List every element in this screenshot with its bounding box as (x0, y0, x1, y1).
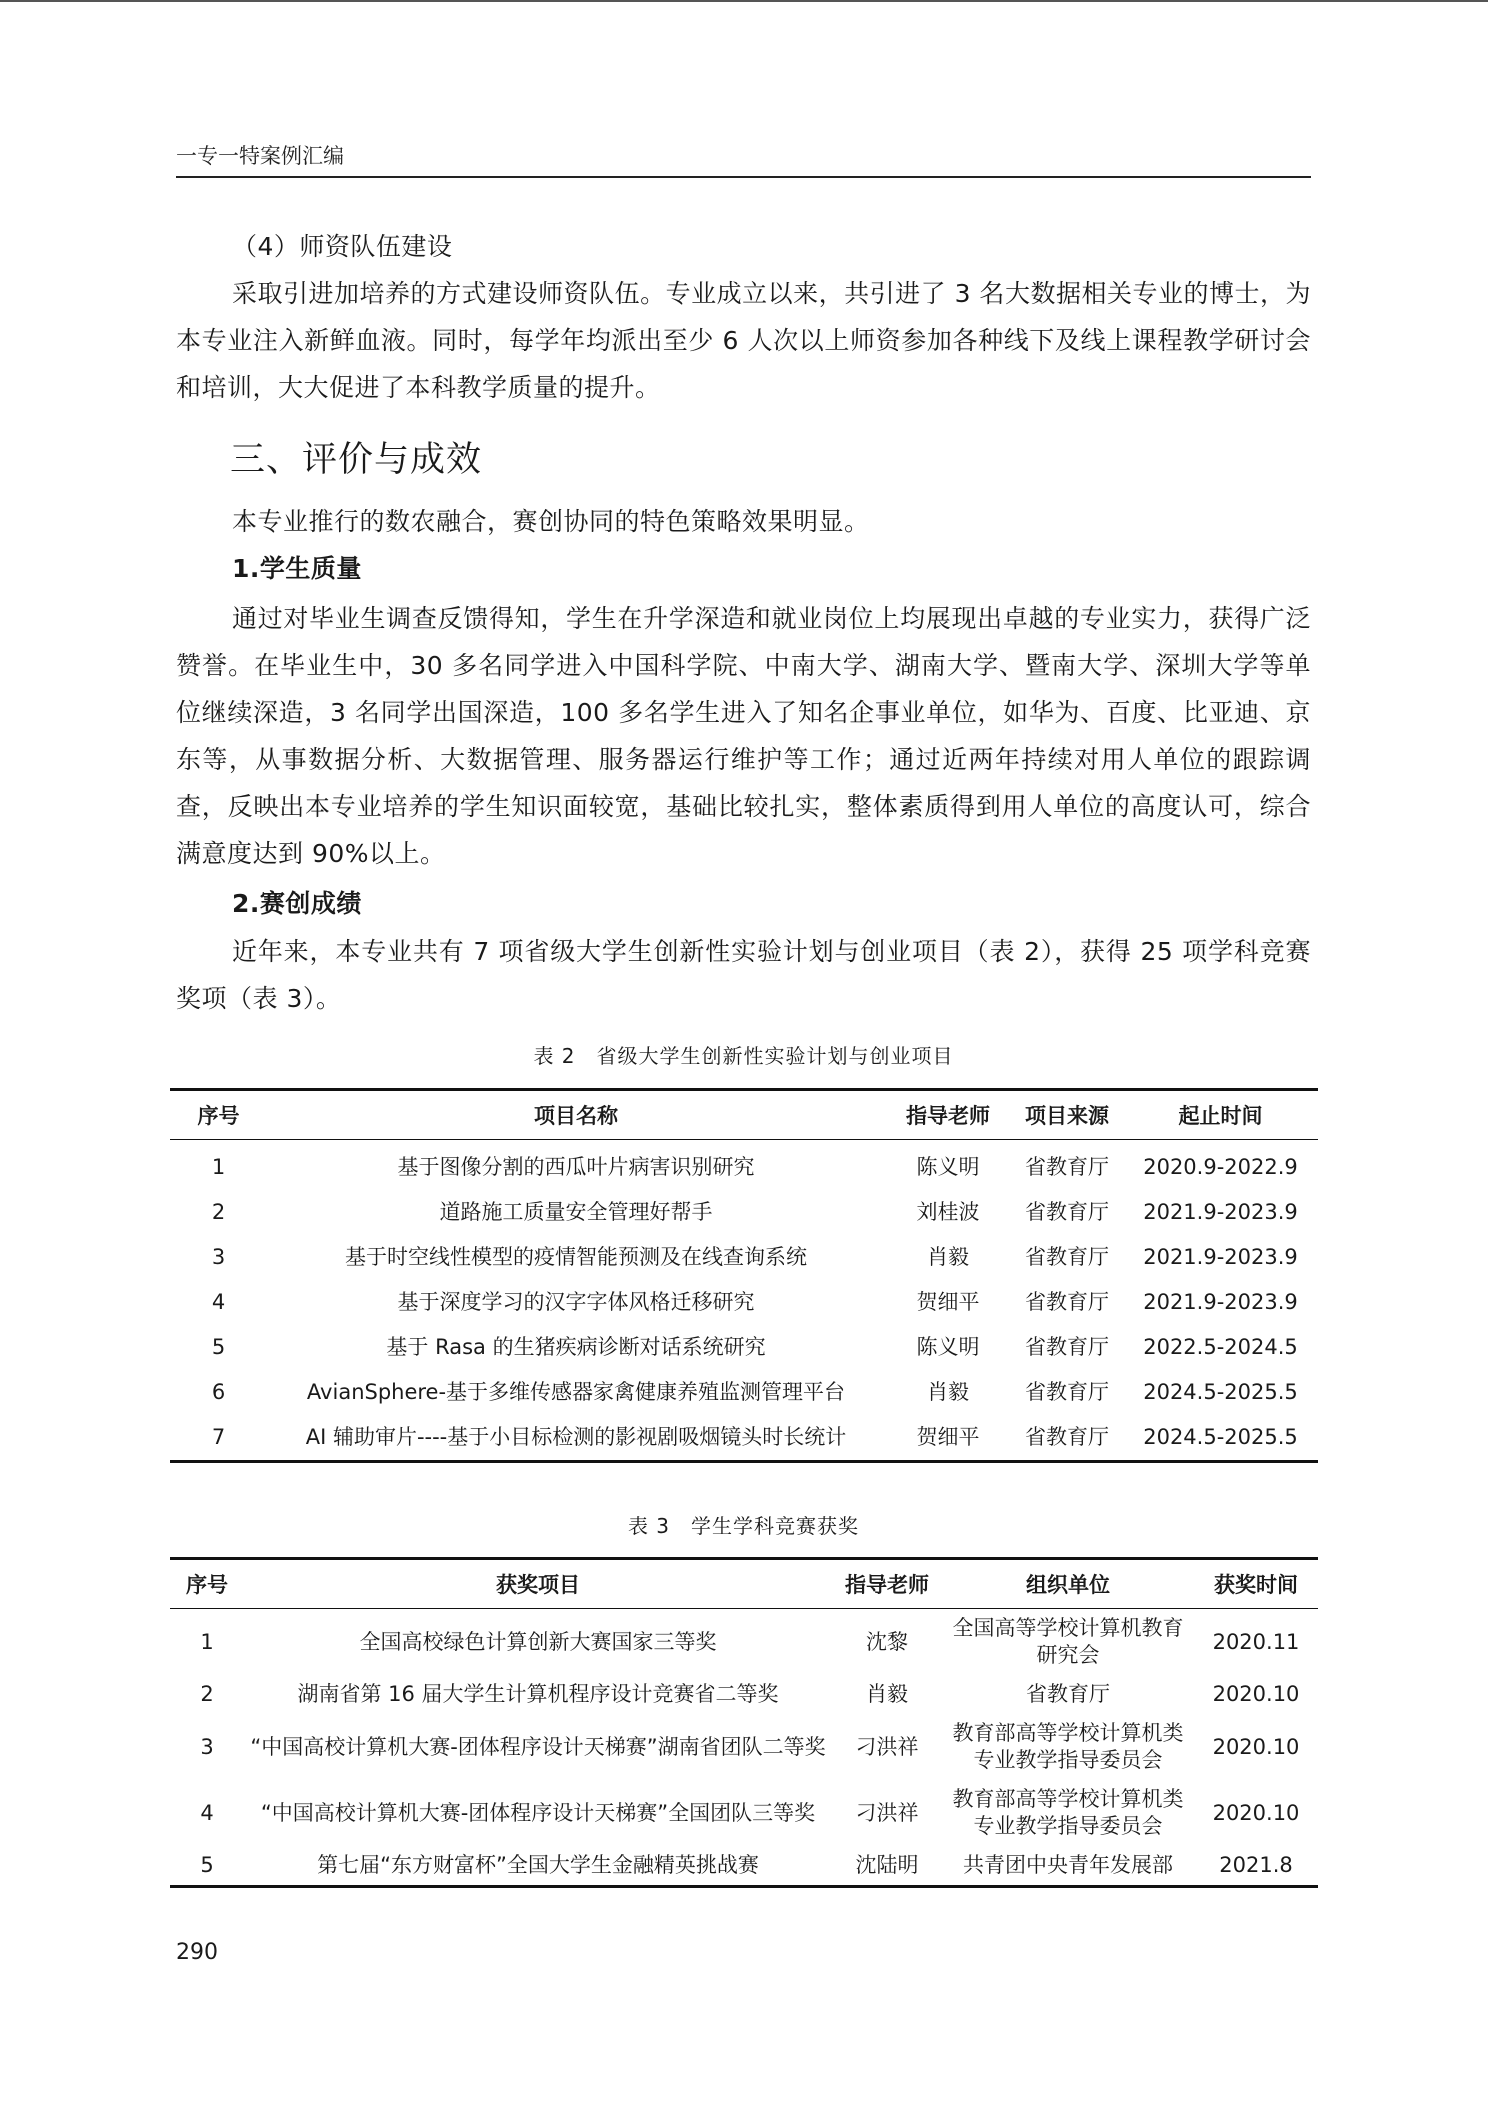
table-cell: 7 (211, 1425, 226, 1449)
table-cell: 贺细平 (916, 1290, 980, 1314)
table-cell: 2020.10 (1212, 1682, 1300, 1706)
teachers-paragraph: 采取引进加培养的方式建设师资队伍。专业成立以来，共引进了 3 名大数据相关专业的博士，为本专业注入新鲜血液。同时，每学年均派出至少 6 人次以上师资参加各种线下及线上课程教学研讨会和培训，大大促进了本科教学质量的提升。 (176, 279, 1311, 402)
table2-header-cell: 项目名称 (267, 1090, 885, 1140)
table-cell: 肖毅 (927, 1380, 969, 1404)
table3-header-row (170, 1559, 1318, 1609)
table-cell: 刁洪祥 (855, 1734, 919, 1759)
table-cell: 4 (211, 1290, 226, 1314)
table-cell: 省教育厅 (1025, 1245, 1109, 1269)
table3 (170, 1557, 1318, 1888)
table-cell: 6 (211, 1380, 226, 1404)
table-cell: 教育部高等学校计算机类专业教学指导委员会 (952, 1787, 1184, 1838)
table3-header-cell: 序号 (170, 1559, 244, 1609)
table-row (170, 1415, 1318, 1462)
competition-paragraph: 近年来，本专业共有 7 项省级大学生创新性实验计划与创业项目（表 2），获得 25 项学科竞赛奖项（表 3）。 (176, 937, 1311, 1013)
table-cell: AvianSphere-基于多维传感器家禽健康养殖监测管理平台 (306, 1380, 846, 1404)
table-cell: 3 (211, 1245, 226, 1269)
student-quality-heading: 1.学生质量 (232, 554, 362, 583)
teachers-heading: （4）师资队伍建设 (232, 232, 453, 261)
page-number: 290 (176, 1940, 218, 1965)
table-row (170, 1190, 1318, 1235)
table-row (170, 1780, 1318, 1846)
table-row (170, 1609, 1318, 1676)
table-cell: 刘桂波 (916, 1200, 980, 1224)
table-row (170, 1370, 1318, 1415)
table-row (170, 1714, 1318, 1780)
table-row (170, 1846, 1318, 1887)
table-cell: “中国高校计算机大赛-团体程序设计天梯赛”全国团队三等奖 (260, 1800, 816, 1825)
table-cell: 基于 Rasa 的生猪疾病诊断对话系统研究 (386, 1335, 766, 1359)
table-cell: 基于时空线性模型的疫情智能预测及在线查询系统 (345, 1245, 807, 1269)
top-rule (0, 0, 1488, 2)
table3-body (170, 1609, 1318, 1887)
table2-body (170, 1140, 1318, 1462)
table-cell: AI 辅助审片----基于小目标检测的影视剧吸烟镜头时长统计 (305, 1425, 847, 1449)
table-cell: 5 (211, 1335, 226, 1359)
table2 (170, 1088, 1318, 1463)
table-cell: 第七届“东方财富杯”全国大学生金融精英挑战赛 (317, 1853, 759, 1877)
table-cell: 省教育厅 (1025, 1380, 1109, 1404)
table-cell: “中国高校计算机大赛-团体程序设计天梯赛”湖南省团队二等奖 (250, 1734, 826, 1759)
table-row (170, 1675, 1318, 1714)
table3-header-cell: 组织单位 (942, 1559, 1194, 1609)
table-cell: 教育部高等学校计算机类专业教学指导委员会 (952, 1721, 1184, 1772)
competition-heading: 2.赛创成绩 (232, 889, 362, 918)
table2-header-cell: 项目来源 (1011, 1090, 1123, 1140)
table-cell: 2021.9-2023.9 (1143, 1290, 1298, 1314)
table-cell: 2020.11 (1212, 1629, 1300, 1654)
table3-header-cell: 获奖时间 (1194, 1559, 1318, 1609)
table3-caption: 表 3 学生学科竞赛获奖 (627, 1514, 860, 1538)
table3-header-cell: 指导老师 (832, 1559, 942, 1609)
table-cell: 基于图像分割的西瓜叶片病害识别研究 (397, 1155, 755, 1179)
table-cell: 省教育厅 (1025, 1335, 1109, 1359)
intro-paragraph: 本专业推行的数农融合，赛创协同的特色策略效果明显。 (232, 507, 870, 536)
table-cell: 1 (211, 1155, 226, 1179)
table-cell: 2021.9-2023.9 (1143, 1200, 1298, 1224)
table-cell: 陈义明 (916, 1335, 980, 1359)
table-cell: 湖南省第 16 届大学生计算机程序设计竞赛省二等奖 (297, 1682, 779, 1706)
table-cell: 贺细平 (916, 1425, 980, 1449)
table-row (170, 1140, 1318, 1191)
table-cell: 肖毅 (927, 1245, 969, 1269)
table-cell: 2020.10 (1212, 1800, 1300, 1825)
table-row (170, 1280, 1318, 1325)
table-cell: 2022.5-2024.5 (1143, 1335, 1298, 1359)
table-cell: 2024.5-2025.5 (1143, 1380, 1298, 1404)
table-cell: 沈黎 (866, 1629, 908, 1654)
table-cell: 2020.9-2022.9 (1143, 1155, 1298, 1179)
table-cell: 省教育厅 (1025, 1290, 1109, 1314)
running-header: 一专一特案例汇编 (176, 140, 1311, 178)
table-cell: 刁洪祥 (855, 1800, 919, 1825)
table2-header-cell: 序号 (170, 1090, 267, 1140)
table-cell: 1 (200, 1629, 214, 1654)
table2-caption: 表 2 省级大学生创新性实验计划与创业项目 (533, 1044, 954, 1068)
table-cell: 2021.9-2023.9 (1143, 1245, 1298, 1269)
student-quality-paragraph: 通过对毕业生调查反馈得知，学生在升学深造和就业岗位上均展现出卓越的专业实力，获得广泛赞誉。在毕业生中，30 多名同学进入中国科学院、中南大学、湖南大学、暨南大学、深圳大学等单位继续深造，3 名同学出国深造，100 多名学生进入了知名企事业单位，如华为、百度、比亚迪、京东等，从事数据分析、大数据管理、服务器运行维护等工作；通过近两年持续对用人单位的跟踪调查，反映出本专业培养的学生知识面较宽，基础比较扎实，整体素质得到用人单位的高度认可，综合满意度达到 90%以上。 (176, 604, 1311, 868)
section-heading: 三、评价与成效 (230, 440, 483, 480)
table-cell: 省教育厅 (1025, 1155, 1109, 1179)
table-cell: 肖毅 (866, 1682, 908, 1706)
table-cell: 4 (200, 1800, 214, 1825)
table-cell: 全国高等学校计算机教育研究会 (952, 1616, 1184, 1667)
table-cell: 2024.5-2025.5 (1143, 1425, 1298, 1449)
table-row (170, 1325, 1318, 1370)
table-cell: 省教育厅 (1025, 1425, 1109, 1449)
table-cell: 3 (200, 1734, 214, 1759)
table-cell: 道路施工质量安全管理好帮手 (439, 1200, 713, 1224)
table-cell: 2021.8 (1219, 1853, 1293, 1877)
table-cell: 2020.10 (1212, 1734, 1300, 1759)
table2-header-cell: 起止时间 (1123, 1090, 1318, 1140)
table-cell: 陈义明 (916, 1155, 980, 1179)
table2-header-cell: 指导老师 (885, 1090, 1011, 1140)
table-row (170, 1235, 1318, 1280)
table-cell: 全国高校绿色计算创新大赛国家三等奖 (359, 1629, 717, 1654)
table3-header-cell: 获奖项目 (244, 1559, 832, 1609)
table-cell: 5 (200, 1853, 214, 1877)
table-cell: 2 (200, 1682, 214, 1706)
table-cell: 共青团中央青年发展部 (963, 1853, 1173, 1877)
table-cell: 省教育厅 (1025, 1200, 1109, 1224)
table-cell: 基于深度学习的汉字字体风格迁移研究 (397, 1290, 755, 1314)
table-cell: 2 (211, 1200, 226, 1224)
table-cell: 沈陆明 (855, 1853, 919, 1877)
table2-header-row (170, 1090, 1318, 1140)
table-cell: 省教育厅 (1026, 1682, 1110, 1706)
